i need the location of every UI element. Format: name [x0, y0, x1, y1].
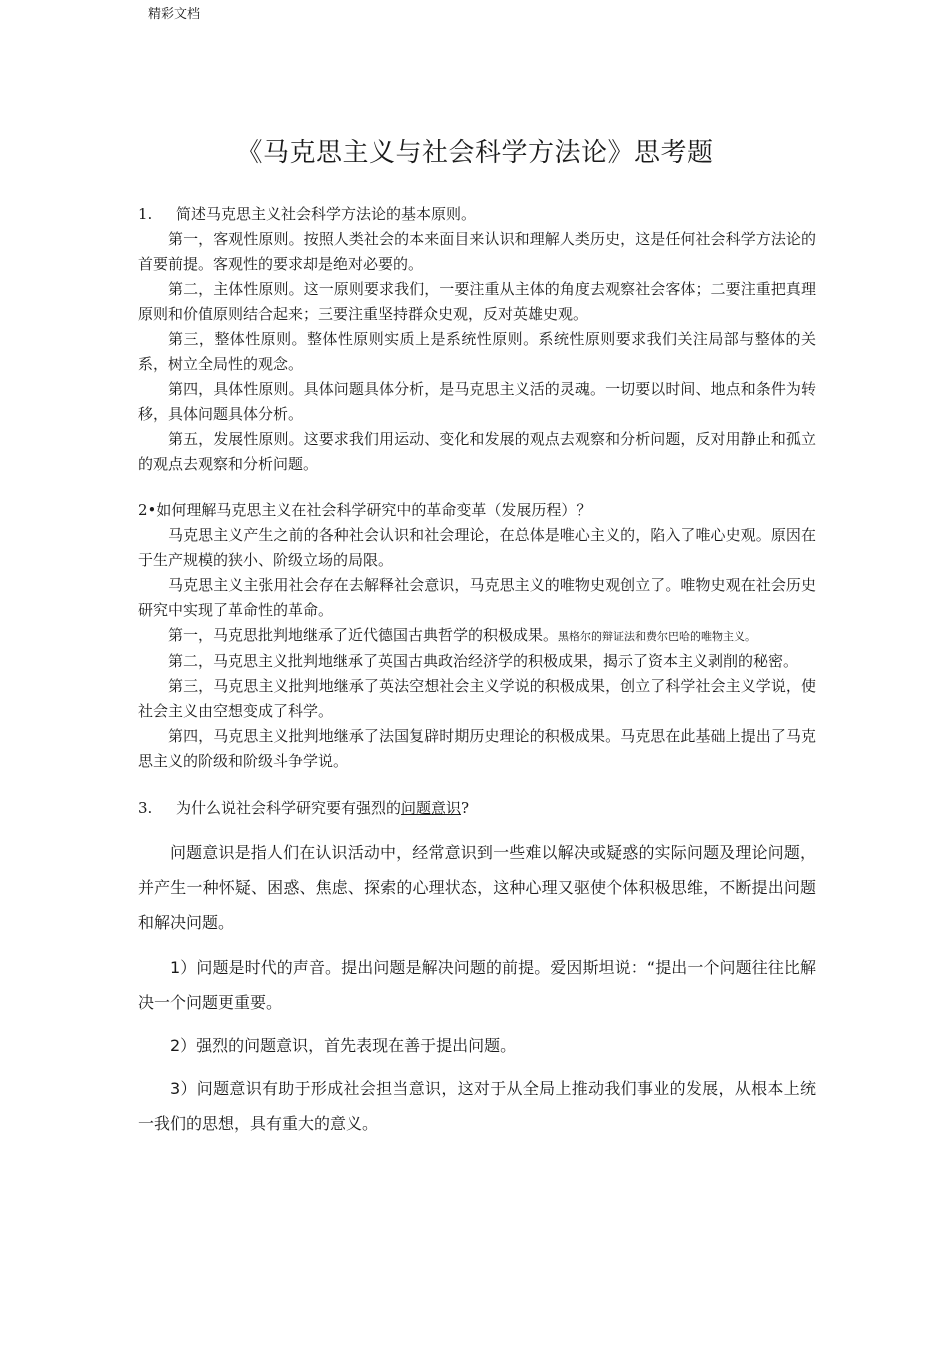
q2-german-philosophy-text: 第一，马克思批判地继承了近代德国古典哲学的积极成果。 — [168, 626, 559, 644]
q2-paragraph-german-philosophy — [138, 623, 816, 649]
question-2-heading: 2•如何理解马克思主义在社会科学研究中的革命变革（发展历程）？ — [138, 501, 592, 519]
question-3-underlined-term: 问题意识 — [401, 799, 462, 817]
q2-paragraph-historical-materialism: 马克思主义主张用社会存在去解释社会意识，马克思主义的唯物史观创立了。唯物史观在社会历史研究中实现了革命性的革命。 — [138, 576, 816, 619]
question-1-heading — [138, 202, 816, 227]
question-1-number: 1. — [138, 205, 153, 223]
q2-german-philosophy-note: 黑格尔的辩证法和费尔巴哈的唯物主义。 — [558, 630, 757, 643]
document-body — [138, 202, 816, 1141]
q1-paragraph-development: 第五，发展性原则。这要求我们用运动、变化和发展的观点去观察和分析问题，反对用静止和孤立的观点去观察和分析问题。 — [138, 430, 816, 473]
q2-paragraph-utopian-socialism: 第三，马克思主义批判地继承了英法空想社会主义学说的积极成果，创立了科学社会主义学说，使社会主义由空想变成了科学。 — [138, 677, 816, 720]
q1-paragraph-concreteness: 第四，具体性原则。具体问题具体分析，是马克思主义活的灵魂。一切要以时间、地点和条件为转移，具体问题具体分析。 — [138, 380, 816, 423]
q3-point-2: 2）强烈的问题意识，首先表现在善于提出问题。 — [170, 1036, 517, 1055]
q2-paragraph-before-marxism: 马克思主义产生之前的各种社会认识和社会理论，在总体是唯心主义的，陷入了唯心史观。原因在于生产规模的狭小、阶级立场的局限。 — [138, 526, 816, 569]
document-title: 《马克思主义与社会科学方法论》思考题 — [236, 138, 714, 168]
question-3-text: 为什么说社会科学研究要有强烈的 — [176, 799, 402, 817]
q2-paragraph-french-history: 第四，马克思主义批判地继承了法国复辟时期历史理论的积极成果。马克思在此基础上提出了马克思主义的阶级和阶级斗争学说。 — [138, 727, 816, 770]
q3-paragraph-definition: 问题意识是指人们在认识活动中，经常意识到一些难以解决或疑惑的实际问题及理论问题，并产生一种怀疑、困惑、焦虑、探索的心理状态，这种心理又驱使个体积极思维，不断提出问题和解决问题。 — [138, 843, 816, 932]
q1-paragraph-subjectivity: 第二，主体性原则。这一原则要求我们，一要注重从主体的角度去观察社会客体；二要注重把真理原则和价值原则结合起来；三要注重坚持群众史观，反对英雄史观。 — [138, 280, 816, 323]
question-3-mark: ? — [461, 799, 470, 817]
watermark-text: 精彩文档 — [148, 7, 201, 22]
q1-paragraph-objectivity: 第一，客观性原则。按照人类社会的本来面目来认识和理解人类历史，这是任何社会科学方法论的首要前提。客观性的要求却是绝对必要的。 — [138, 230, 816, 273]
q2-paragraph-political-economy: 第二，马克思主义批判地继承了英国古典政治经济学的积极成果，揭示了资本主义剥削的秘密。 — [168, 652, 799, 670]
question-3-heading — [138, 796, 816, 821]
q1-paragraph-wholeness: 第三，整体性原则。整体性原则实质上是系统性原则。系统性原则要求我们关注局部与整体的关系，树立全局性的观念。 — [138, 330, 816, 373]
q3-point-3: 3）问题意识有助于形成社会担当意识，这对于从全局上推动我们事业的发展，从根本上统一我们的思想，具有重大的意义。 — [138, 1079, 816, 1133]
question-3-number: 3. — [138, 799, 153, 817]
q3-point-1: 1）问题是时代的声音。提出问题是解决问题的前提。爱因斯坦说：“提出一个问题往往比解决一个问题更重要。 — [138, 958, 816, 1012]
question-3-answer — [138, 835, 816, 1141]
question-1-text: 简述马克思主义社会科学方法论的基本原则。 — [176, 205, 477, 223]
question-3-section — [138, 796, 816, 1141]
question-1-section — [138, 202, 816, 477]
question-2-section — [138, 498, 816, 774]
